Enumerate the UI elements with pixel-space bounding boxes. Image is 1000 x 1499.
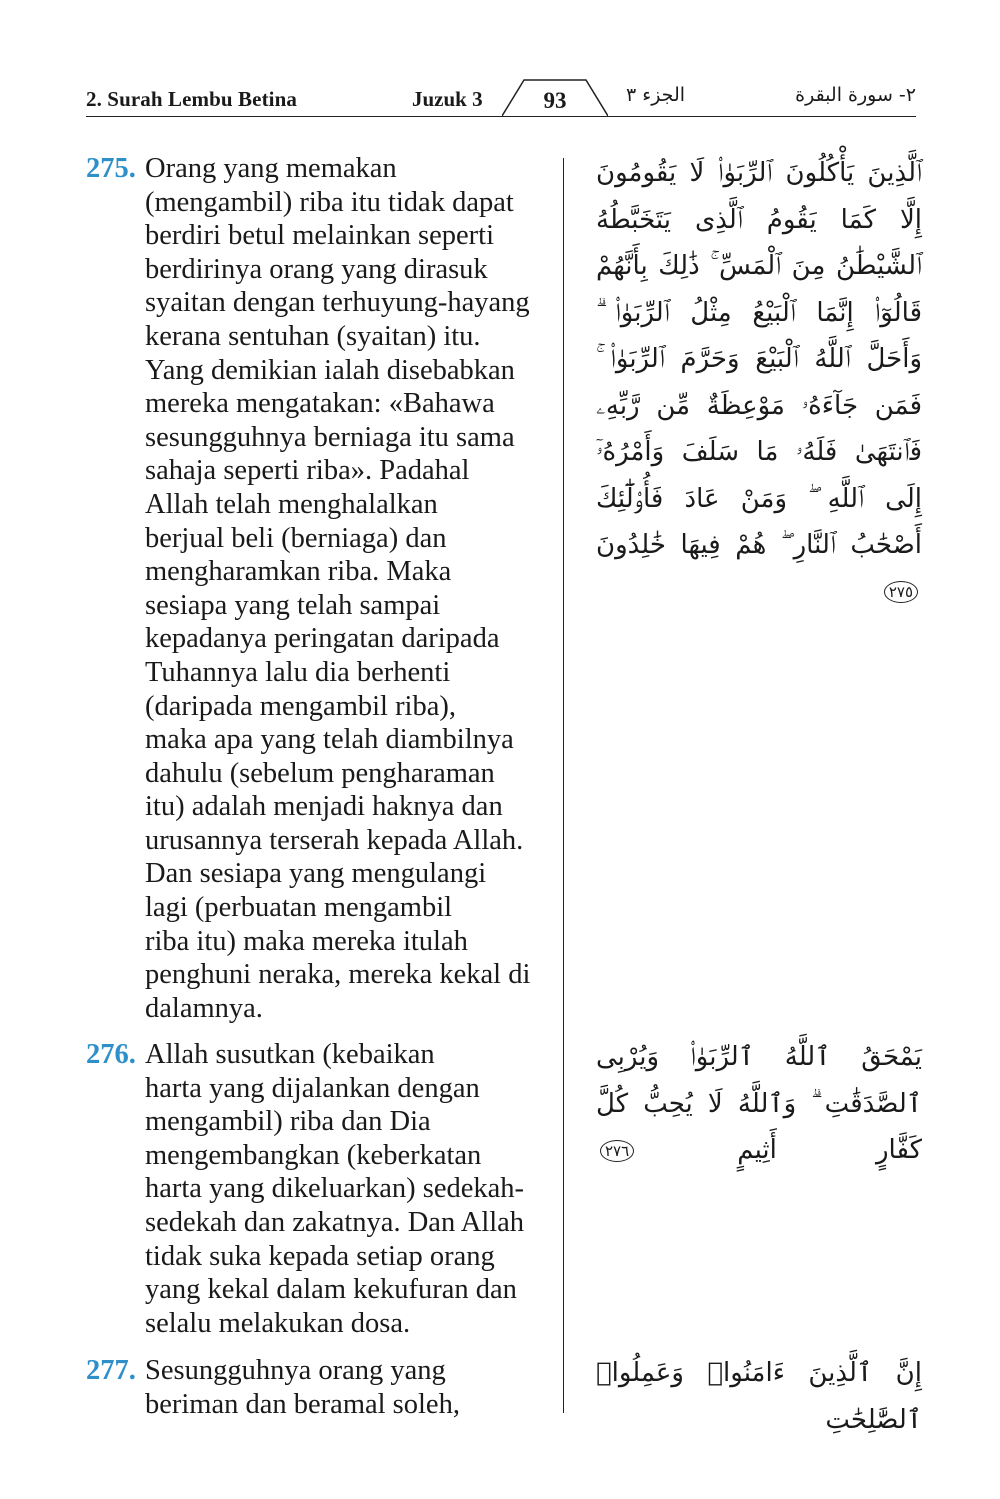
verse-arabic-276 (596, 1034, 922, 1174)
juzuk-label-latin: Juzuk 3 (412, 87, 483, 111)
surah-title-latin: 2. Surah Lembu Betina (86, 87, 297, 111)
verse-number: 277. (86, 1355, 136, 1386)
header-rule (86, 116, 916, 117)
verse-translation-text: Allah susutkan (kebaikan harta yang dijalankan dengan mengambil) riba dan Dia mengembangkan (keberkatan harta yang dikeluarkan) sedekah- sedekah dan zakatnya. Dan Allah tidak suka kepada setiap orang yang kekal dalam kekufuran dan selalu melakukan dosa. (145, 1039, 525, 1339)
column-divider (563, 158, 564, 1413)
page-number: 93 (543, 88, 567, 113)
juz-label-arabic: الجزء ٣ (626, 84, 686, 106)
verse-translation-276 (86, 1038, 556, 1340)
verse-translation-277 (86, 1354, 556, 1421)
verse-arabic-text: يَمْحَقُ ٱللَّهُ ٱلرِّبَوٰا۟ وَيُرْبِى ٱلصَّدَقَٰتِ ۗ وَٱللَّهُ لَا يُحِبُّ كُلَّ كَفَّارٍ أَثِيمٍ (596, 1042, 922, 1165)
page-header (86, 82, 916, 118)
verse-arabic-text: إِنَّ ٱلَّذِينَ ءَامَنُوا۟ وَعَمِلُوا۟ ٱلصَّٰلِحَٰتِ (596, 1358, 922, 1435)
verse-translation-text: Orang yang memakan (mengambil) riba itu tidak dapat berdiri betul melainkan seperti berdirinya orang yang dirasuk syaitan dengan terhuyung-hayang kerana sentuhan (syaitan) itu. Yang demikian ialah disebabkan mereka mengatakan: «Bahawa sesungguhnya berniaga itu sama sahaja seperti riba». Padahal Allah telah menghalalkan berjual beli (berniaga) dan mengharamkan riba. Maka sesiapa yang telah sampai kepadanya peringatan daripada Tuhannya lalu dia berhenti (daripada mengambil riba), maka apa yang telah diambilnya dahulu (sebelum pengharaman itu) adalah menjadi haknya dan urusannya terserah kepada Allah. Dan sesiapa yang mengulangi lagi (perbuatan mengambil riba itu) maka mereka itulah penghuni neraka, mereka kekal di dalamnya. (145, 153, 531, 1024)
verse-number: 275. (86, 153, 136, 184)
verse-end-marker: ٢٧٦ (600, 1140, 634, 1162)
verse-end-marker: ٢٧٥ (884, 581, 918, 603)
page-number-tab (502, 78, 608, 117)
verse-translation-text: Sesungguhnya orang yang beriman dan beramal soleh, (145, 1355, 460, 1420)
surah-title-arabic: ٢- سورة البقرة (795, 84, 916, 106)
verse-arabic-text: ٱلَّذِينَ يَأْكُلُونَ ٱلرِّبَوٰا۟ لَا يَقُومُونَ إِلَّا كَمَا يَقُومُ ٱلَّذِى يَتَخَبَّطُهُ ٱلشَّيْطَٰنُ مِنَ ٱلْمَسِّ ۚ ذَٰلِكَ بِأَنَّهُمْ قَالُوٓا۟ إِنَّمَا ٱلْبَيْعُ مِثْلُ ٱلرِّبَوٰا۟ ۗ وَأَحَلَّ ٱللَّهُ ٱلْبَيْعَ وَحَرَّمَ ٱلرِّبَوٰا۟ ۚ فَمَن جَآءَهُۥ مَوْعِظَةٌ مِّن رَّبِّهِۦ فَٱنتَهَىٰ فَلَهُۥ مَا سَلَفَ وَأَمْرُهُۥٓ إِلَى ٱللَّهِ ۖ وَمَنْ عَادَ فَأُو۟لَٰٓئِكَ أَصْحَٰبُ ٱلنَّارِ ۖ هُمْ فِيهَا خَٰلِدُونَ (596, 158, 922, 560)
verse-number: 276. (86, 1039, 136, 1070)
verse-translation-275 (86, 152, 556, 1025)
verse-arabic-277 (596, 1350, 922, 1443)
verse-arabic-275 (596, 150, 922, 615)
